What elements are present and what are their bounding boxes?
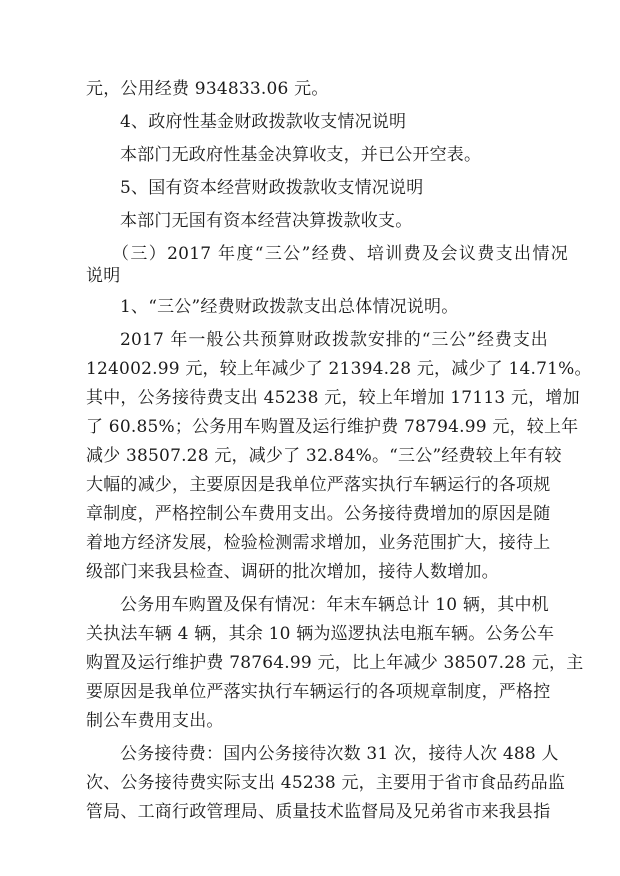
- section-heading: 4、政府性基金财政拨款收支情况说明: [120, 112, 407, 132]
- text-line: 了 60.85%；公务用车购置及运行维护费 78794.99 元，较上年: [86, 417, 579, 437]
- text-line: 要原因是我单位严落实执行车辆运行的各项规章制度，严格控: [86, 682, 551, 702]
- text-line: 其中，公务接待费支出 45238 元，较上年增加 17113 元，增加: [86, 388, 580, 408]
- text-line: 购置及运行维护费 78764.99 元，比上年减少 38507.28 元，主: [86, 653, 584, 673]
- text-line: 公务接待费：国内公务接待次数 31 次，接待人次 488 人: [120, 744, 559, 764]
- text-line: 级部门来我县检查、调研的批次增加，接待人数增加。: [86, 562, 499, 582]
- text-line: 次、公务接待费实际支出 45238 元，主要用于省市食品药品监: [86, 773, 566, 793]
- text-line: 124002.99 元，较上年减少了 21394.28 元，减少了 14.71%。: [86, 359, 592, 379]
- text-line: 公务用车购置及保有情况：年末车辆总计 10 辆，其中机: [120, 595, 549, 615]
- text-line: 本部门无政府性基金决算收支，并已公开空表。: [120, 145, 482, 165]
- subsection-heading: 1、“三公”经费财政拨款支出总体情况说明。: [120, 297, 459, 317]
- text-line: 管局、工商行政管理局、质量技术监督局及兄弟省市来我县指: [86, 802, 551, 822]
- section-heading: （三）2017 年度“三公”经费、培训费及会议费支出情况: [112, 244, 568, 264]
- text-line: 元，公用经费 934833.06 元。: [86, 79, 329, 99]
- text-line: 大幅的减少，主要原因是我单位严落实执行车辆运行的各项规: [86, 475, 551, 495]
- text-line: 减少 38507.28 元，减少了 32.84%。“三公”经费较上年有较: [86, 446, 562, 466]
- section-heading: 5、国有资本经营财政拨款收支情况说明: [120, 178, 424, 198]
- text-line: 2017 年一般公共预算财政拨款安排的“三公”经费支出: [120, 330, 548, 350]
- text-line: 着地方经济发展，检验检测需求增加，业务范围扩大，接待上: [86, 533, 551, 553]
- text-line: 关执法车辆 4 辆，其余 10 辆为巡逻执法电瓶车辆。公务公车: [86, 624, 555, 644]
- section-heading-continued: 说明: [86, 266, 121, 286]
- text-line: 制公车费用支出。: [86, 711, 224, 731]
- text-line: 章制度，严格控制公车费用支出。公务接待费增加的原因是随: [86, 504, 551, 524]
- text-line: 本部门无国有资本经营决算拨款收支。: [120, 211, 413, 231]
